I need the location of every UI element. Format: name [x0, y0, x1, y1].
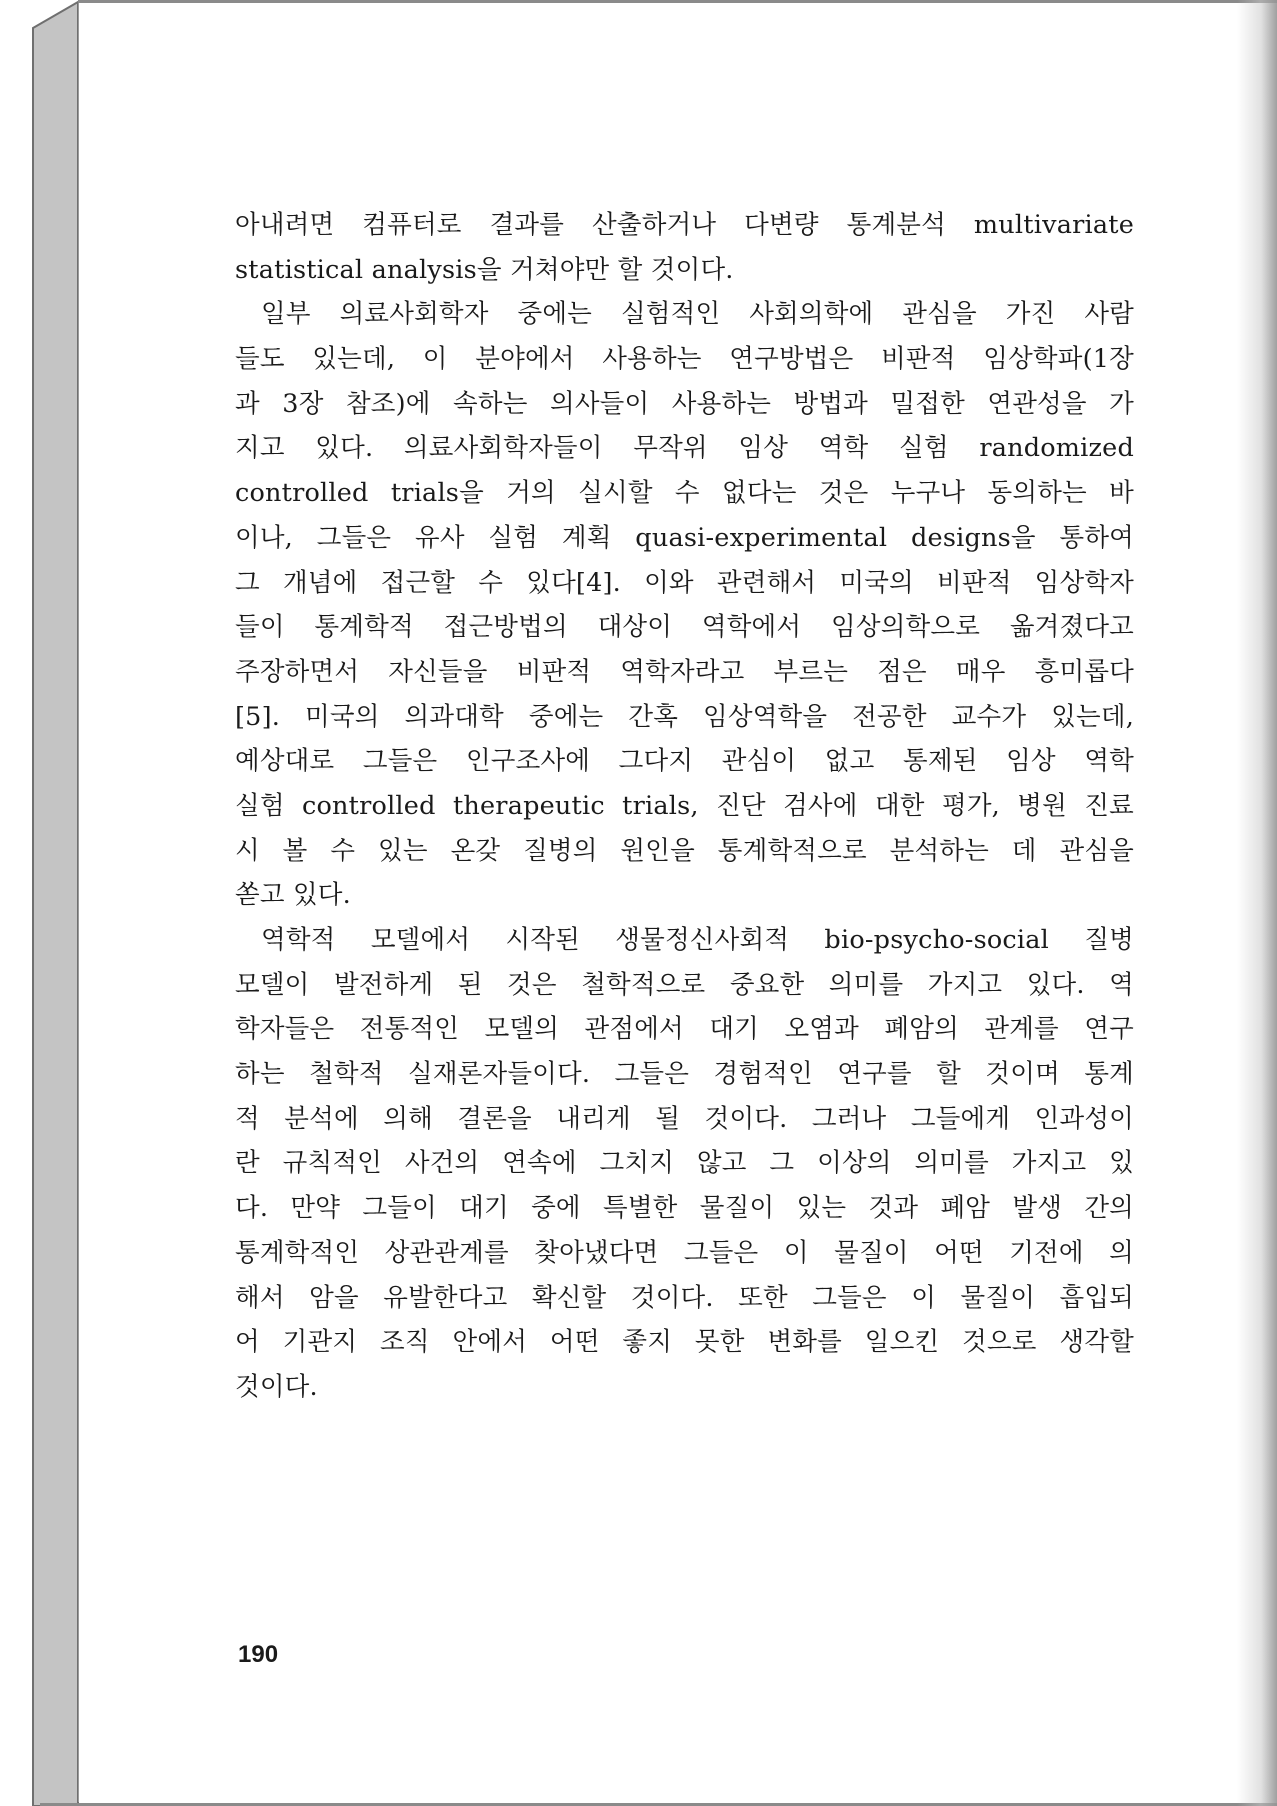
text-line: 지고 있다. 의료사회학자들이 무작위 임상 역학 실험 randomized [235, 433, 1134, 464]
text-line: 들이 통계학적 접근방법의 대상이 역학에서 임상의학으로 옮겨졌다고 [235, 612, 1134, 643]
page-right-shadow [1237, 0, 1277, 1806]
text-line: 그 개념에 접근할 수 있다[4]. 이와 관련해서 미국의 비판적 임상학자 [235, 567, 1134, 598]
text-line: 과 3장 참조)에 속하는 의사들이 사용하는 방법과 밀접한 연관성을 가 [235, 388, 1134, 419]
page-number: 190 [238, 1641, 279, 1668]
text-line: controlled trials을 거의 실시할 수 없다는 것은 누구나 동의하는 바 [235, 478, 1134, 509]
text-line: 일부 의료사회학자 중에는 실험적인 사회의학에 관심을 가진 사람 [261, 299, 1134, 330]
text-line: 주장하면서 자신들을 비판적 역학자라고 부르는 점은 매우 흥미롭다 [235, 656, 1134, 687]
text-line: 학자들은 전통적인 모델의 관점에서 대기 오염과 폐암의 관계를 연구 [235, 1014, 1134, 1045]
text-line: 이나, 그들은 유사 실험 계획 quasi-experimental designs을 통하여 [235, 522, 1134, 553]
text-line: statistical analysis을 거쳐야만 할 것이다. [235, 254, 734, 285]
text-line: 들도 있는데, 이 분야에서 사용하는 연구방법은 비판적 임상학파(1장 [235, 344, 1134, 375]
text-line: 모델이 발전하게 된 것은 철학적으로 중요한 의미를 가지고 있다. 역 [235, 969, 1134, 1000]
text-line: 어 기관지 조직 안에서 어떤 좋지 못한 변화를 일으킨 것으로 생각할 [235, 1327, 1134, 1358]
body-text [235, 203, 1134, 1410]
text-line: 해서 암을 유발한다고 확신할 것이다. 또한 그들은 이 물질이 흡입되 [235, 1282, 1134, 1313]
page-top-edge [78, 0, 1277, 3]
text-line: 아내려면 컴퓨터로 결과를 산출하거나 다변량 통계분석 multivariate [235, 210, 1134, 240]
text-line: 적 분석에 의해 결론을 내리게 될 것이다. 그러나 그들에게 인과성이 [235, 1103, 1134, 1134]
text-line: 통계학적인 상관관계를 찾아냈다면 그들은 이 물질이 어떤 기전에 의 [235, 1237, 1134, 1268]
text-line: 예상대로 그들은 인구조사에 그다지 관심이 없고 통제된 임상 역학 [235, 746, 1134, 777]
text-line: 시 볼 수 있는 온갖 질병의 원인을 통계학적으로 분석하는 데 관심을 [235, 835, 1134, 866]
text-line: 역학적 모델에서 시작된 생물정신사회적 bio-psycho-social 질병 [261, 925, 1134, 955]
text-line: 쏟고 있다. [235, 880, 351, 911]
text-line: 실험 controlled therapeutic trials, 진단 검사에 대한 평가, 병원 진료 [235, 790, 1134, 821]
text-line: 다. 만약 그들이 대기 중에 특별한 물질이 있는 것과 폐암 발생 간의 [235, 1193, 1134, 1224]
book-spine [0, 0, 80, 1806]
text-line: 것이다. [235, 1371, 318, 1402]
text-line: 하는 철학적 실재론자들이다. 그들은 경험적인 연구를 할 것이며 통계 [235, 1059, 1134, 1090]
text-line: 란 규칙적인 사건의 연속에 그치지 않고 그 이상의 의미를 가지고 있 [235, 1148, 1134, 1179]
text-line: [5]. 미국의 의과대학 중에는 간혹 임상역학을 전공한 교수가 있는데, [235, 701, 1134, 732]
